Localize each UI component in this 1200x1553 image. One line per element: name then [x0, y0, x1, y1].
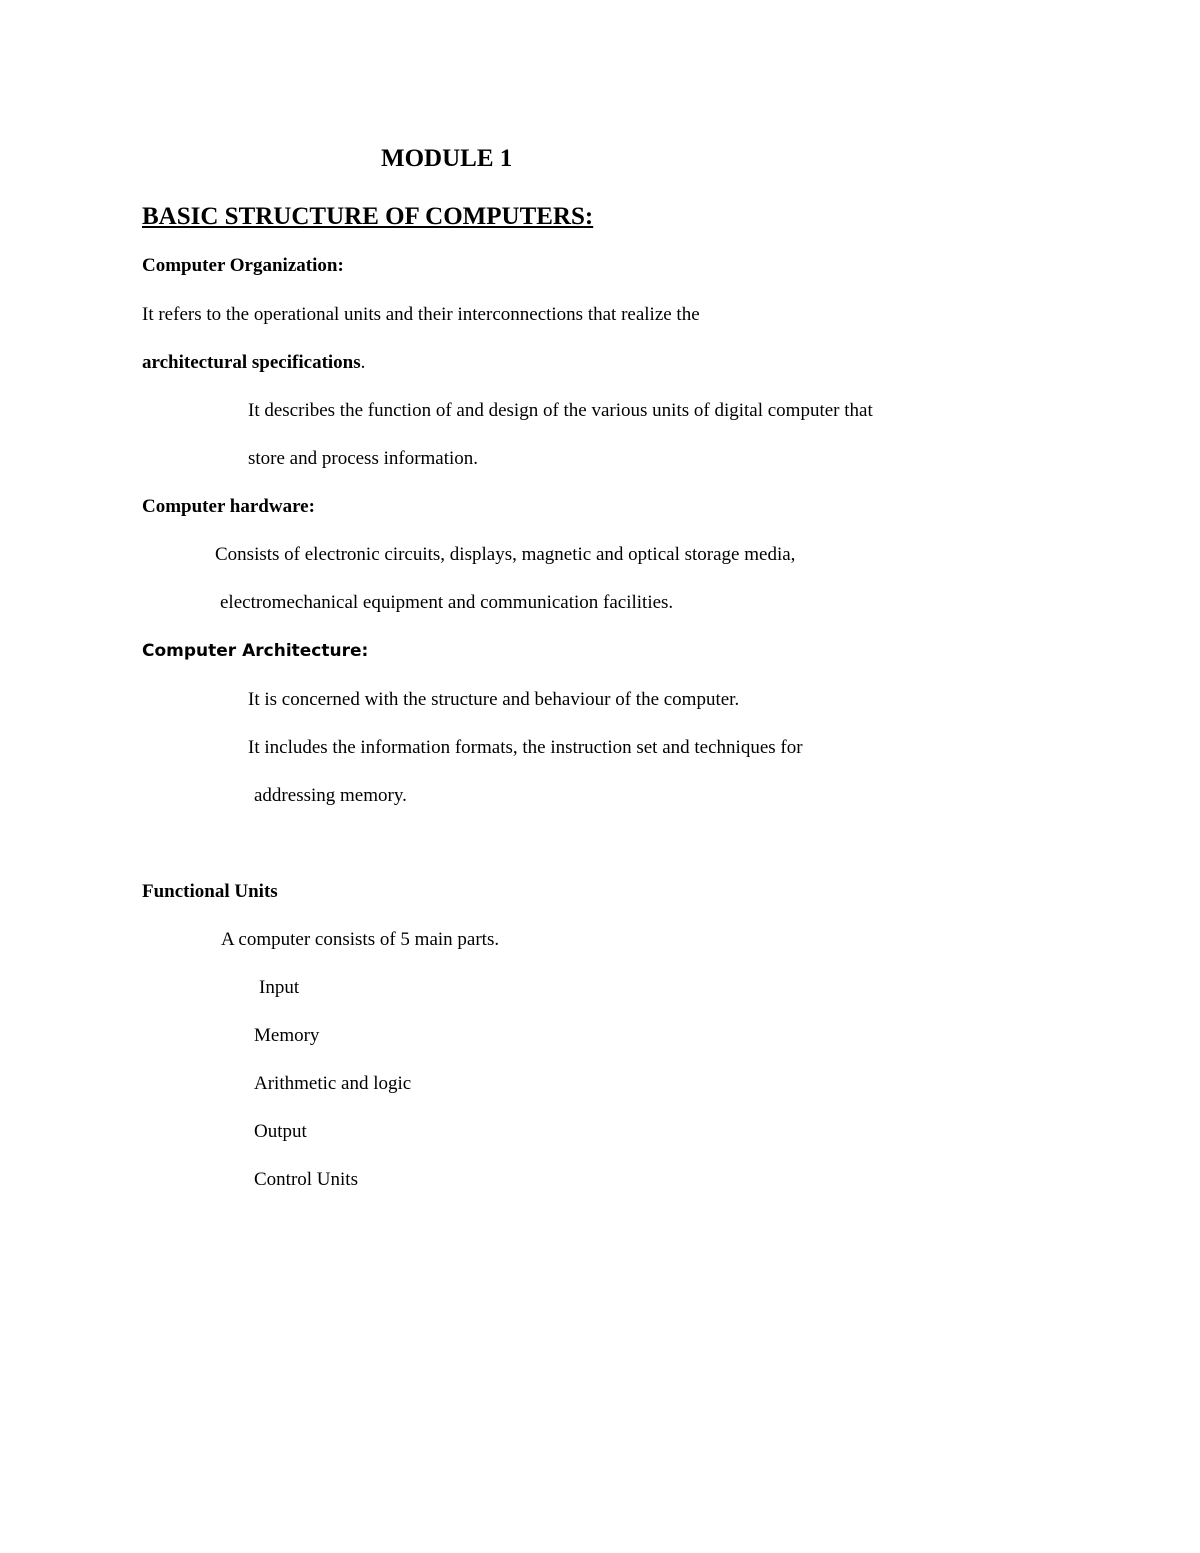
- organization-heading: Computer Organization:: [142, 255, 344, 276]
- hardware-line-2: electromechanical equipment and communication facilities.: [220, 592, 674, 613]
- organization-desc-2: store and process information.: [248, 448, 479, 469]
- part-memory: Memory: [254, 1025, 320, 1046]
- architecture-heading: Computer Architecture:: [142, 641, 369, 661]
- architectural-specifications-term: architectural specifications: [142, 352, 361, 373]
- hardware-line-1: Consists of electronic circuits, displays, magnetic and optical storage media,: [215, 544, 796, 565]
- hardware-heading: Computer hardware:: [142, 496, 315, 517]
- organization-line-1: It refers to the operational units and their interconnections that realize the: [142, 304, 700, 325]
- organization-line-2-tail: .: [360, 352, 366, 373]
- functional-units-heading: Functional Units: [142, 881, 278, 902]
- part-arithmetic-logic: Arithmetic and logic: [254, 1073, 412, 1094]
- organization-line-2: [142, 351, 365, 375]
- architecture-line-2: It includes the information formats, the instruction set and techniques for: [248, 737, 803, 758]
- part-control-units: Control Units: [254, 1169, 358, 1190]
- organization-desc-1: It describes the function of and design of the various units of digital computer that: [248, 400, 873, 421]
- main-heading: BASIC STRUCTURE OF COMPUTERS:: [142, 203, 594, 230]
- architecture-line-3: addressing memory.: [254, 785, 407, 806]
- functional-units-intro: A computer consists of 5 main parts.: [221, 929, 500, 950]
- part-input: Input: [259, 977, 300, 998]
- page-title: MODULE 1: [381, 145, 513, 172]
- part-output: Output: [254, 1121, 307, 1142]
- architecture-line-1: It is concerned with the structure and behaviour of the computer.: [248, 689, 740, 710]
